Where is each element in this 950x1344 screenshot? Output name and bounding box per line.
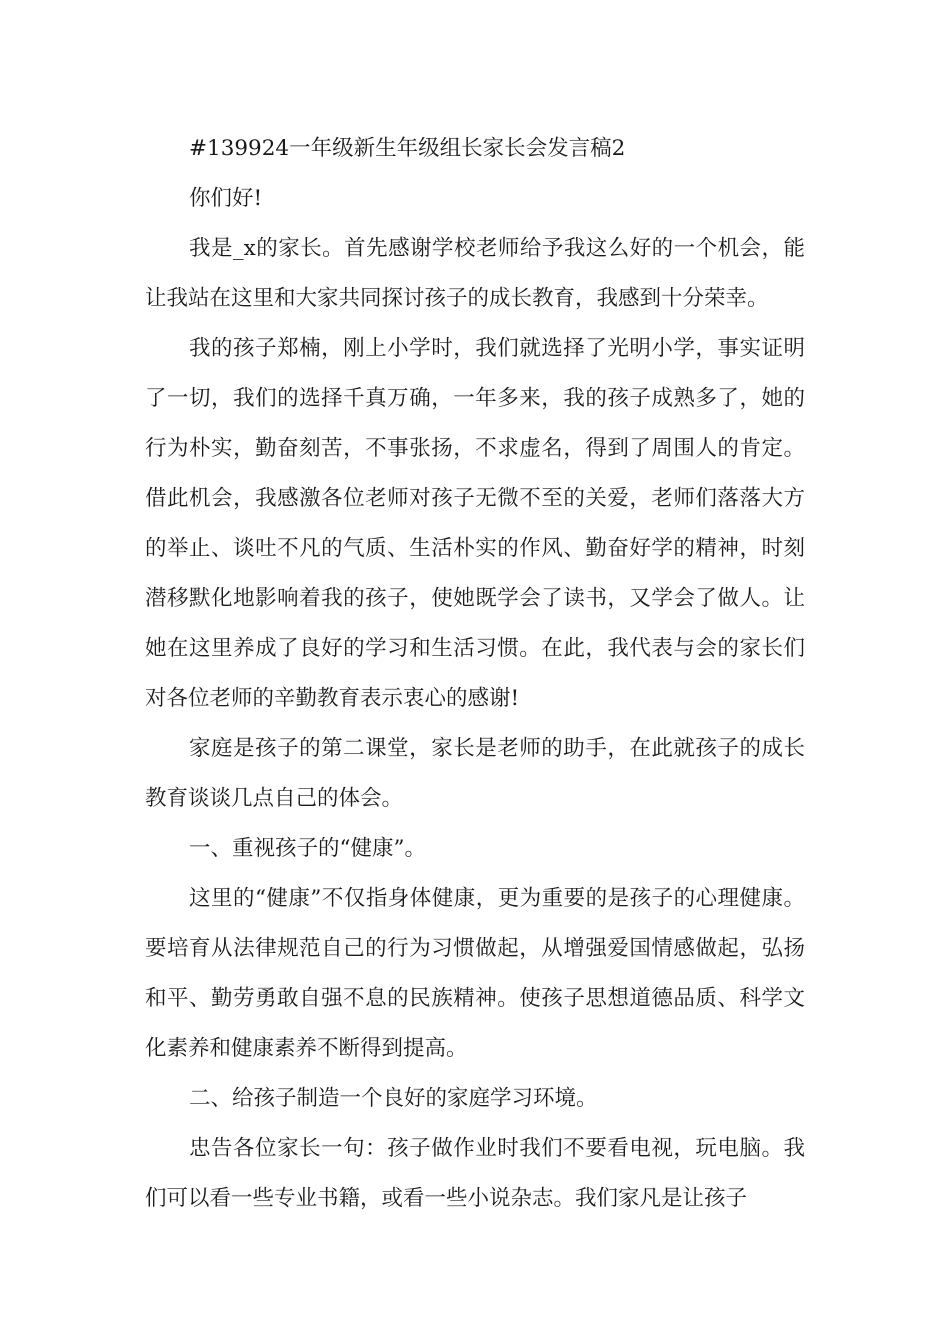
document-title: #139924一年级新生年级组长家长会发言稿2 xyxy=(189,136,626,161)
section-heading-environment: 二、给孩子制造一个良好的家庭学习环境。 xyxy=(189,1086,598,1111)
section-body-environment: 忠告各位家长一句：孩子做作业时我们不要看电视，玩电脑。我们可以看一些专业书籍，或看一些小说杂志。我们家凡是让孩子 xyxy=(145,1136,805,1211)
paragraph-thanks: 我的孩子郑楠，刚上小学时，我们就选择了光明小学，事实证明了一切，我们的选择千真万确，一年多来，我的孩子成熟多了，她的行为朴实，勤奋刻苦，不事张扬，不求虚名，得到了周围人的肯定。借此机会，我感激各位老师对孩子无微不至的关爱，老师们落落大方的举止、谈吐不凡的气质、生活朴实的作风、勤奋好学的精神，时刻潜移默化地影响着我的孩子，使她既学会了读书，又学会了做人。让她在这里养成了良好的学习和生活习惯。在此，我代表与会的家长们对各位老师的辛勤教育表示衷心的感谢! xyxy=(145,336,805,711)
paragraph-intro: 我是_x的家长。首先感谢学校老师给予我这么好的一个机会，能让我站在这里和大家共同探讨孩子的成长教育，我感到十分荣幸。 xyxy=(145,236,805,311)
document-body xyxy=(145,124,805,1224)
section-body-health: 这里的“健康”不仅指身体健康，更为重要的是孩子的心理健康。要培育从法律规范自己的行为习惯做起，从增强爱国情感做起，弘扬和平、勤劳勇敢自强不息的民族精神。使孩子思想道德品质、科学文化素养和健康素养不断得到提高。 xyxy=(145,886,805,1061)
section-heading-health: 一、重视孩子的“健康”。 xyxy=(189,836,426,861)
greeting: 你们好! xyxy=(189,186,263,211)
paragraph-family: 家庭是孩子的第二课堂，家长是老师的助手，在此就孩子的成长教育谈谈几点自己的体会。 xyxy=(145,736,805,811)
